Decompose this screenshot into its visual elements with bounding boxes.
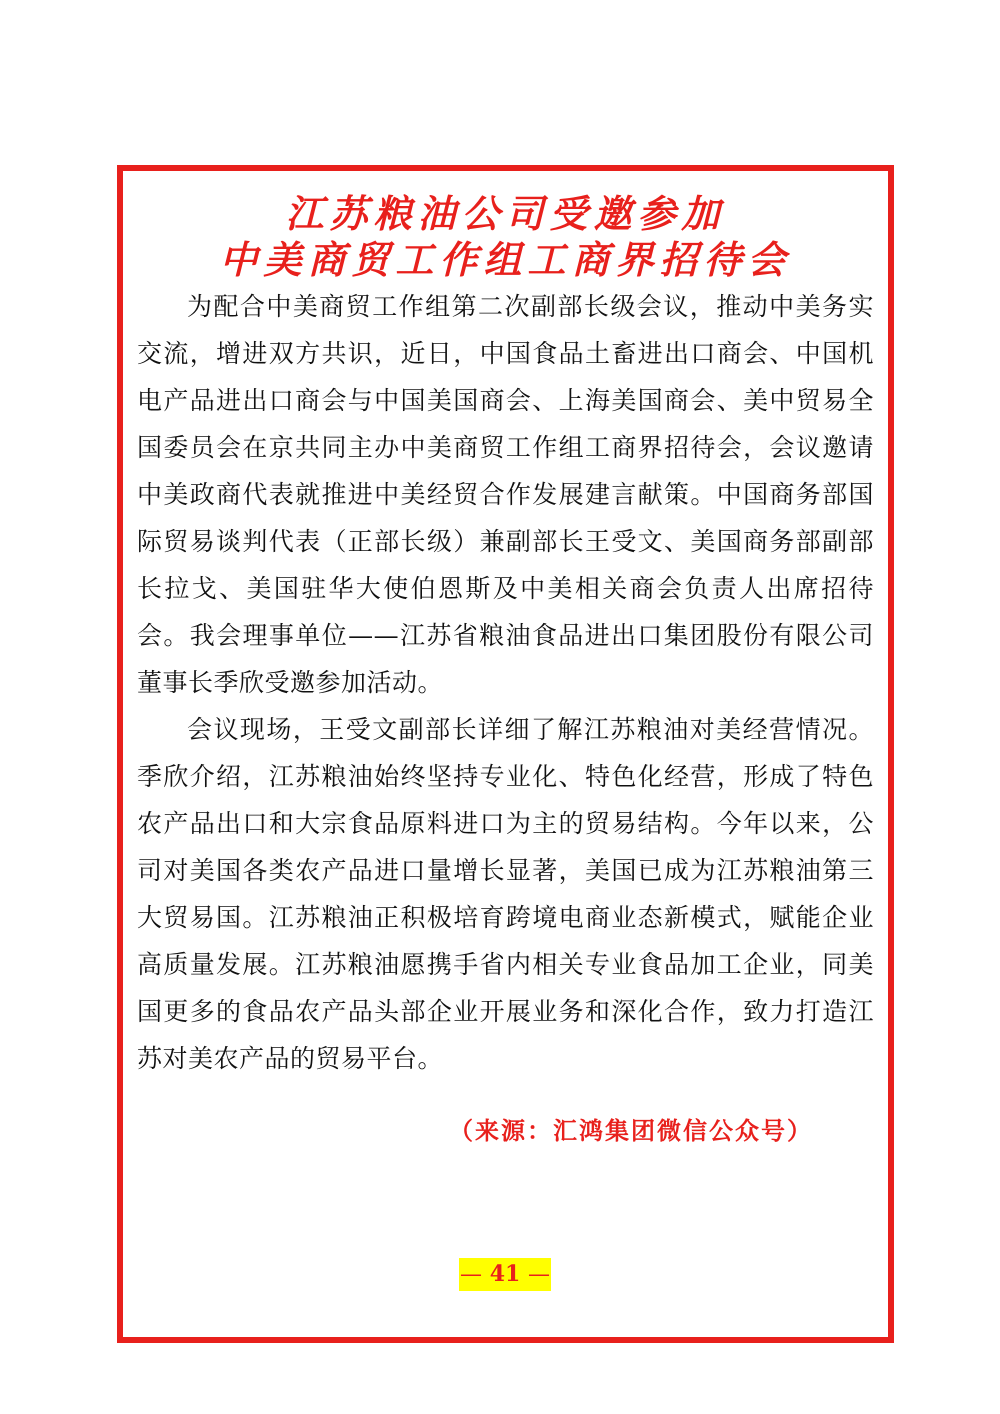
article-title-line2: 中美商贸工作组工商界招待会	[219, 237, 792, 282]
paragraph-1: 为配合中美商贸工作组第二次副部长级会议，推动中美务实交流，增进双方共识，近日，中国食品土畜进出口商会、中国机电产品进出口商会与中国美国商会、上海美国商会、美中贸易全国委员会在京共同主办中美商贸工作组工商界招待会，会议邀请中美政商代表就推进中美经贸合作发展建言献策。中国商务部国际贸易谈判代表（正部长级）兼副部长王受文、美国商务部副部长拉戈、美国驻华大使伯恩斯及中美相关商会负责人出席招待会。我会理事单位——江苏省粮油食品进出口集团股份有限公司董事长季欣受邀参加活动。	[137, 292, 874, 697]
paragraph-2: 会议现场，王受文副部长详细了解江苏粮油对美经营情况。季欣介绍，江苏粮油始终坚持专业化、特色化经营，形成了特色农产品出口和大宗食品原料进口为主的贸易结构。今年以来，公司对美国各类农产品进口量增长显著，美国已成为江苏粮油第三大贸易国。江苏粮油正积极培育跨境电商业态新模式，赋能企业高质量发展。江苏粮油愿携手省内相关专业食品加工企业，同美国更多的食品农产品头部企业开展业务和深化合作，致力打造江苏对美农产品的贸易平台。	[137, 715, 874, 1073]
article-body	[137, 283, 874, 1082]
page-number: 41	[489, 1261, 521, 1287]
page-number-badge	[459, 1258, 551, 1291]
article-source: （来源：汇鸿集团微信公众号）	[449, 1116, 813, 1145]
page-number-dash-left: —	[460, 1262, 483, 1287]
page-number-dash-right: —	[527, 1262, 550, 1287]
page-frame	[117, 165, 894, 1343]
article-title-line1: 江苏粮油公司受邀参加	[285, 191, 726, 236]
